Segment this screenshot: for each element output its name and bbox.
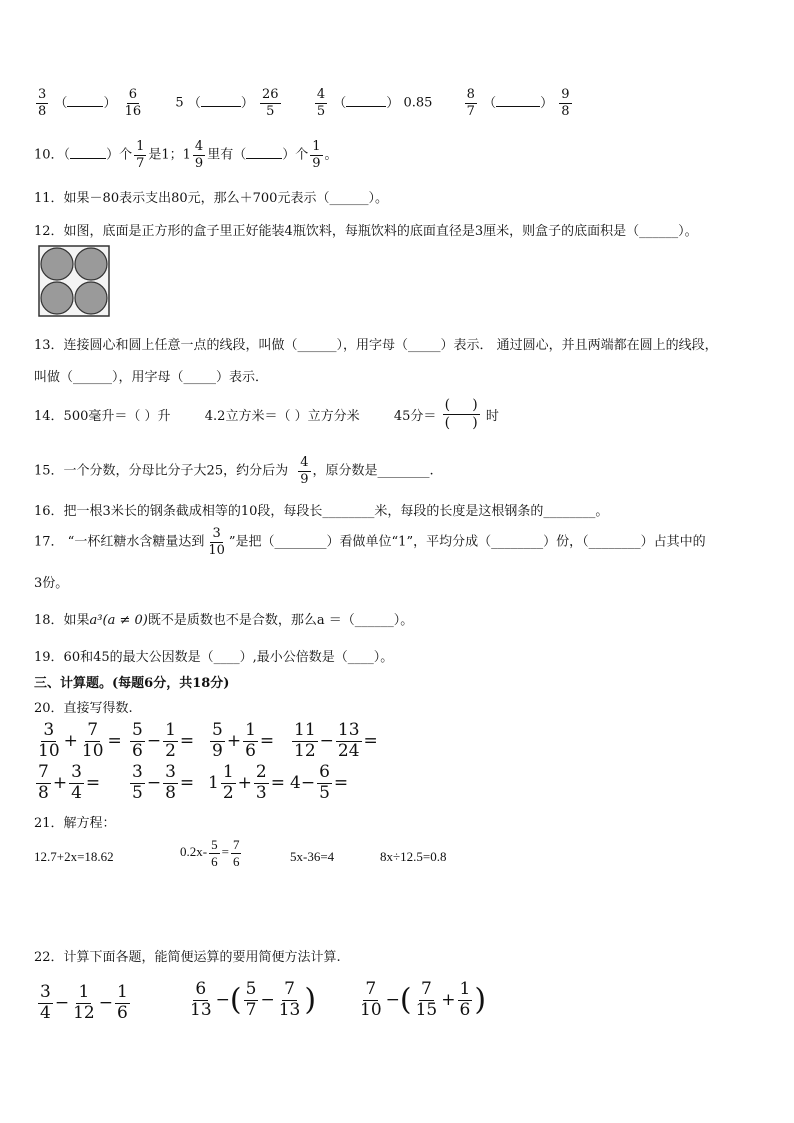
equation-4: 8x÷12.5=0.8 <box>380 849 447 864</box>
fraction: $\frac{13}{24}$ <box>337 720 360 761</box>
question-22-title: 22．计算下面各题，能简便运算的要用简便方法计算. <box>34 950 341 965</box>
calc-expression: $\frac{3}{10}$ + $\frac{7}{10}$ = <box>38 720 122 761</box>
fraction: $\frac{6}{5}$ <box>319 762 330 803</box>
fraction: $\frac{3}{10}$ <box>38 720 60 761</box>
question-16: 16．把一根3米长的钢条截成相等的10段，每段长________米，每段的长度是这根钢条的________。 <box>34 504 609 519</box>
calc-expression: $\frac{11}{12}$ − $\frac{13}{24}$ = <box>294 720 378 761</box>
fraction: $\frac{5}{6}$ <box>211 837 218 869</box>
equation-3: 5x-36=4 <box>290 849 335 864</box>
q22-expression-2: $\frac{6}{13}$ −( $\frac{5}{7}$ − $\frac{7}{13}$ ) <box>190 979 317 1020</box>
question-19: 19．60和45的最大公因数是（____）,最小公倍数是（____）。 <box>34 650 394 665</box>
question-18: 18．如果a³(a ≠ 0)既不是质数也不是合数，那么a ＝（______）。 <box>34 613 414 628</box>
question-20-title: 20．直接写得数. <box>34 701 133 716</box>
calc-expression: 4− $\frac{6}{5}$ = <box>290 762 349 803</box>
fraction: $\frac{7}{10}$ <box>81 720 104 761</box>
fraction: $\frac{9}{8}$ <box>561 87 570 119</box>
fraction: $\frac{3}{4}$ <box>71 762 82 803</box>
q9-row: $\frac{3}{8}$ （ ） $\frac{6}{16}$ 5 （ ） $\frac{26}{5}$ $\frac{4}{5}$ （ ） 0.85 $\frac{8}{7}$ （ ） $\frac{9}{8}$ <box>38 87 570 119</box>
question-11: 11．如果－80表示支出80元，那么＋700元表示（______）。 <box>34 191 388 206</box>
fraction: $\frac{11}{12}$ <box>294 720 316 761</box>
fraction: $\frac{1}{9}$ <box>312 139 321 171</box>
equation-1: 12.7+2x=18.62 <box>34 849 114 864</box>
section-heading: 三、计算题。(每题6分，共18分) <box>34 676 230 691</box>
question-17-line2: 3份。 <box>34 576 69 591</box>
calc-expression: $\frac{7}{8}$ + $\frac{3}{4}$ = <box>38 762 101 803</box>
calc-expression: 1 $\frac{1}{2}$ + $\frac{2}{3}$ = <box>208 762 285 803</box>
q22-expression-1: $\frac{3}{4}$ − $\frac{1}{12}$ − $\frac{1}{6}$ <box>40 982 128 1023</box>
fraction: $\frac{4}{5}$ <box>316 87 326 119</box>
question-13-line2: 叫做（______），用字母（_____）表示． <box>34 370 269 385</box>
question-12: 12．如图，底面是正方形的盒子里正好能装4瓶饮料，每瓶饮料的底面直径是3厘米，则盒子的底面积是（______）。 <box>34 224 698 239</box>
question-15: 15．一个分数，分母比分子大25，约分后为 $\frac{4}{9}$ ，原分数是________. <box>34 455 434 487</box>
fraction: $\frac{5}{6}$ <box>132 720 143 761</box>
q20-row1 <box>34 722 434 762</box>
fraction: $\frac{7}{6}$ <box>232 837 240 869</box>
fraction: $\frac{7}{8}$ <box>38 762 49 803</box>
equation-2: 0.2x- $\frac{5}{6}$ = $\frac{7}{6}$ <box>180 837 240 869</box>
blank-fraction: $\frac{( )}{( )}$ <box>444 397 478 431</box>
fraction: $\frac{2}{3}$ <box>255 762 267 803</box>
fraction: $\frac{3}{8}$ <box>38 87 47 119</box>
calc-expression: $\frac{5}{6}$ − $\frac{1}{2}$ = <box>132 720 195 761</box>
question-10: 10．（ ）个 $\frac{1}{7}$ 是1；1 $\frac{4}{9}$ 里有（ ）个 $\frac{1}{9}$ 。 <box>34 139 338 171</box>
q20-row2 <box>34 764 434 804</box>
box-bottles-figure <box>38 245 110 317</box>
fraction: $\frac{3}{5}$ <box>132 762 143 803</box>
question-13-line1: 13．连接圆心和圆上任意一点的线段，叫做（______），用字母（_____）表示． 通过圆心，并且两端都在圆上的线段， <box>34 338 718 353</box>
fraction: $\frac{8}{7}$ <box>466 87 475 119</box>
fraction: $\frac{1}{2}$ <box>165 720 176 761</box>
question-21-title: 21．解方程： <box>34 816 116 831</box>
calc-expression: $\frac{5}{9}$ + $\frac{1}{6}$ = <box>212 720 275 761</box>
q22-expression-3: $\frac{7}{10}$ −( $\frac{7}{15}$ + $\frac{1}{6}$ ) <box>360 979 487 1020</box>
fraction: $\frac{1}{2}$ <box>222 762 234 803</box>
fraction: $\frac{5}{9}$ <box>212 720 223 761</box>
calc-expression: $\frac{3}{5}$ − $\frac{3}{8}$ = <box>132 762 195 803</box>
fraction: $\frac{3}{10}$ <box>208 526 225 558</box>
fraction: $\frac{4}{9}$ <box>300 455 309 487</box>
fraction: $\frac{3}{8}$ <box>165 762 176 803</box>
fraction: $\frac{4}{9}$ <box>194 139 204 171</box>
fraction: $\frac{1}{6}$ <box>245 720 256 761</box>
fraction: $\frac{26}{5}$ <box>262 87 279 119</box>
question-14: 14．500毫升＝（ ）升 4.2立方米＝（ ）立方分米 45分＝ $\frac{( )}{( )}$ 时 <box>34 397 499 431</box>
fraction: $\frac{1}{7}$ <box>136 139 145 171</box>
question-17: 17． “一杯红糖水含糖量达到 $\frac{3}{10}$ ”是把（________）看做单位“1”，平均分成（________）份，（________）占其中的 <box>34 526 706 558</box>
fraction: $\frac{6}{16}$ <box>124 87 142 119</box>
